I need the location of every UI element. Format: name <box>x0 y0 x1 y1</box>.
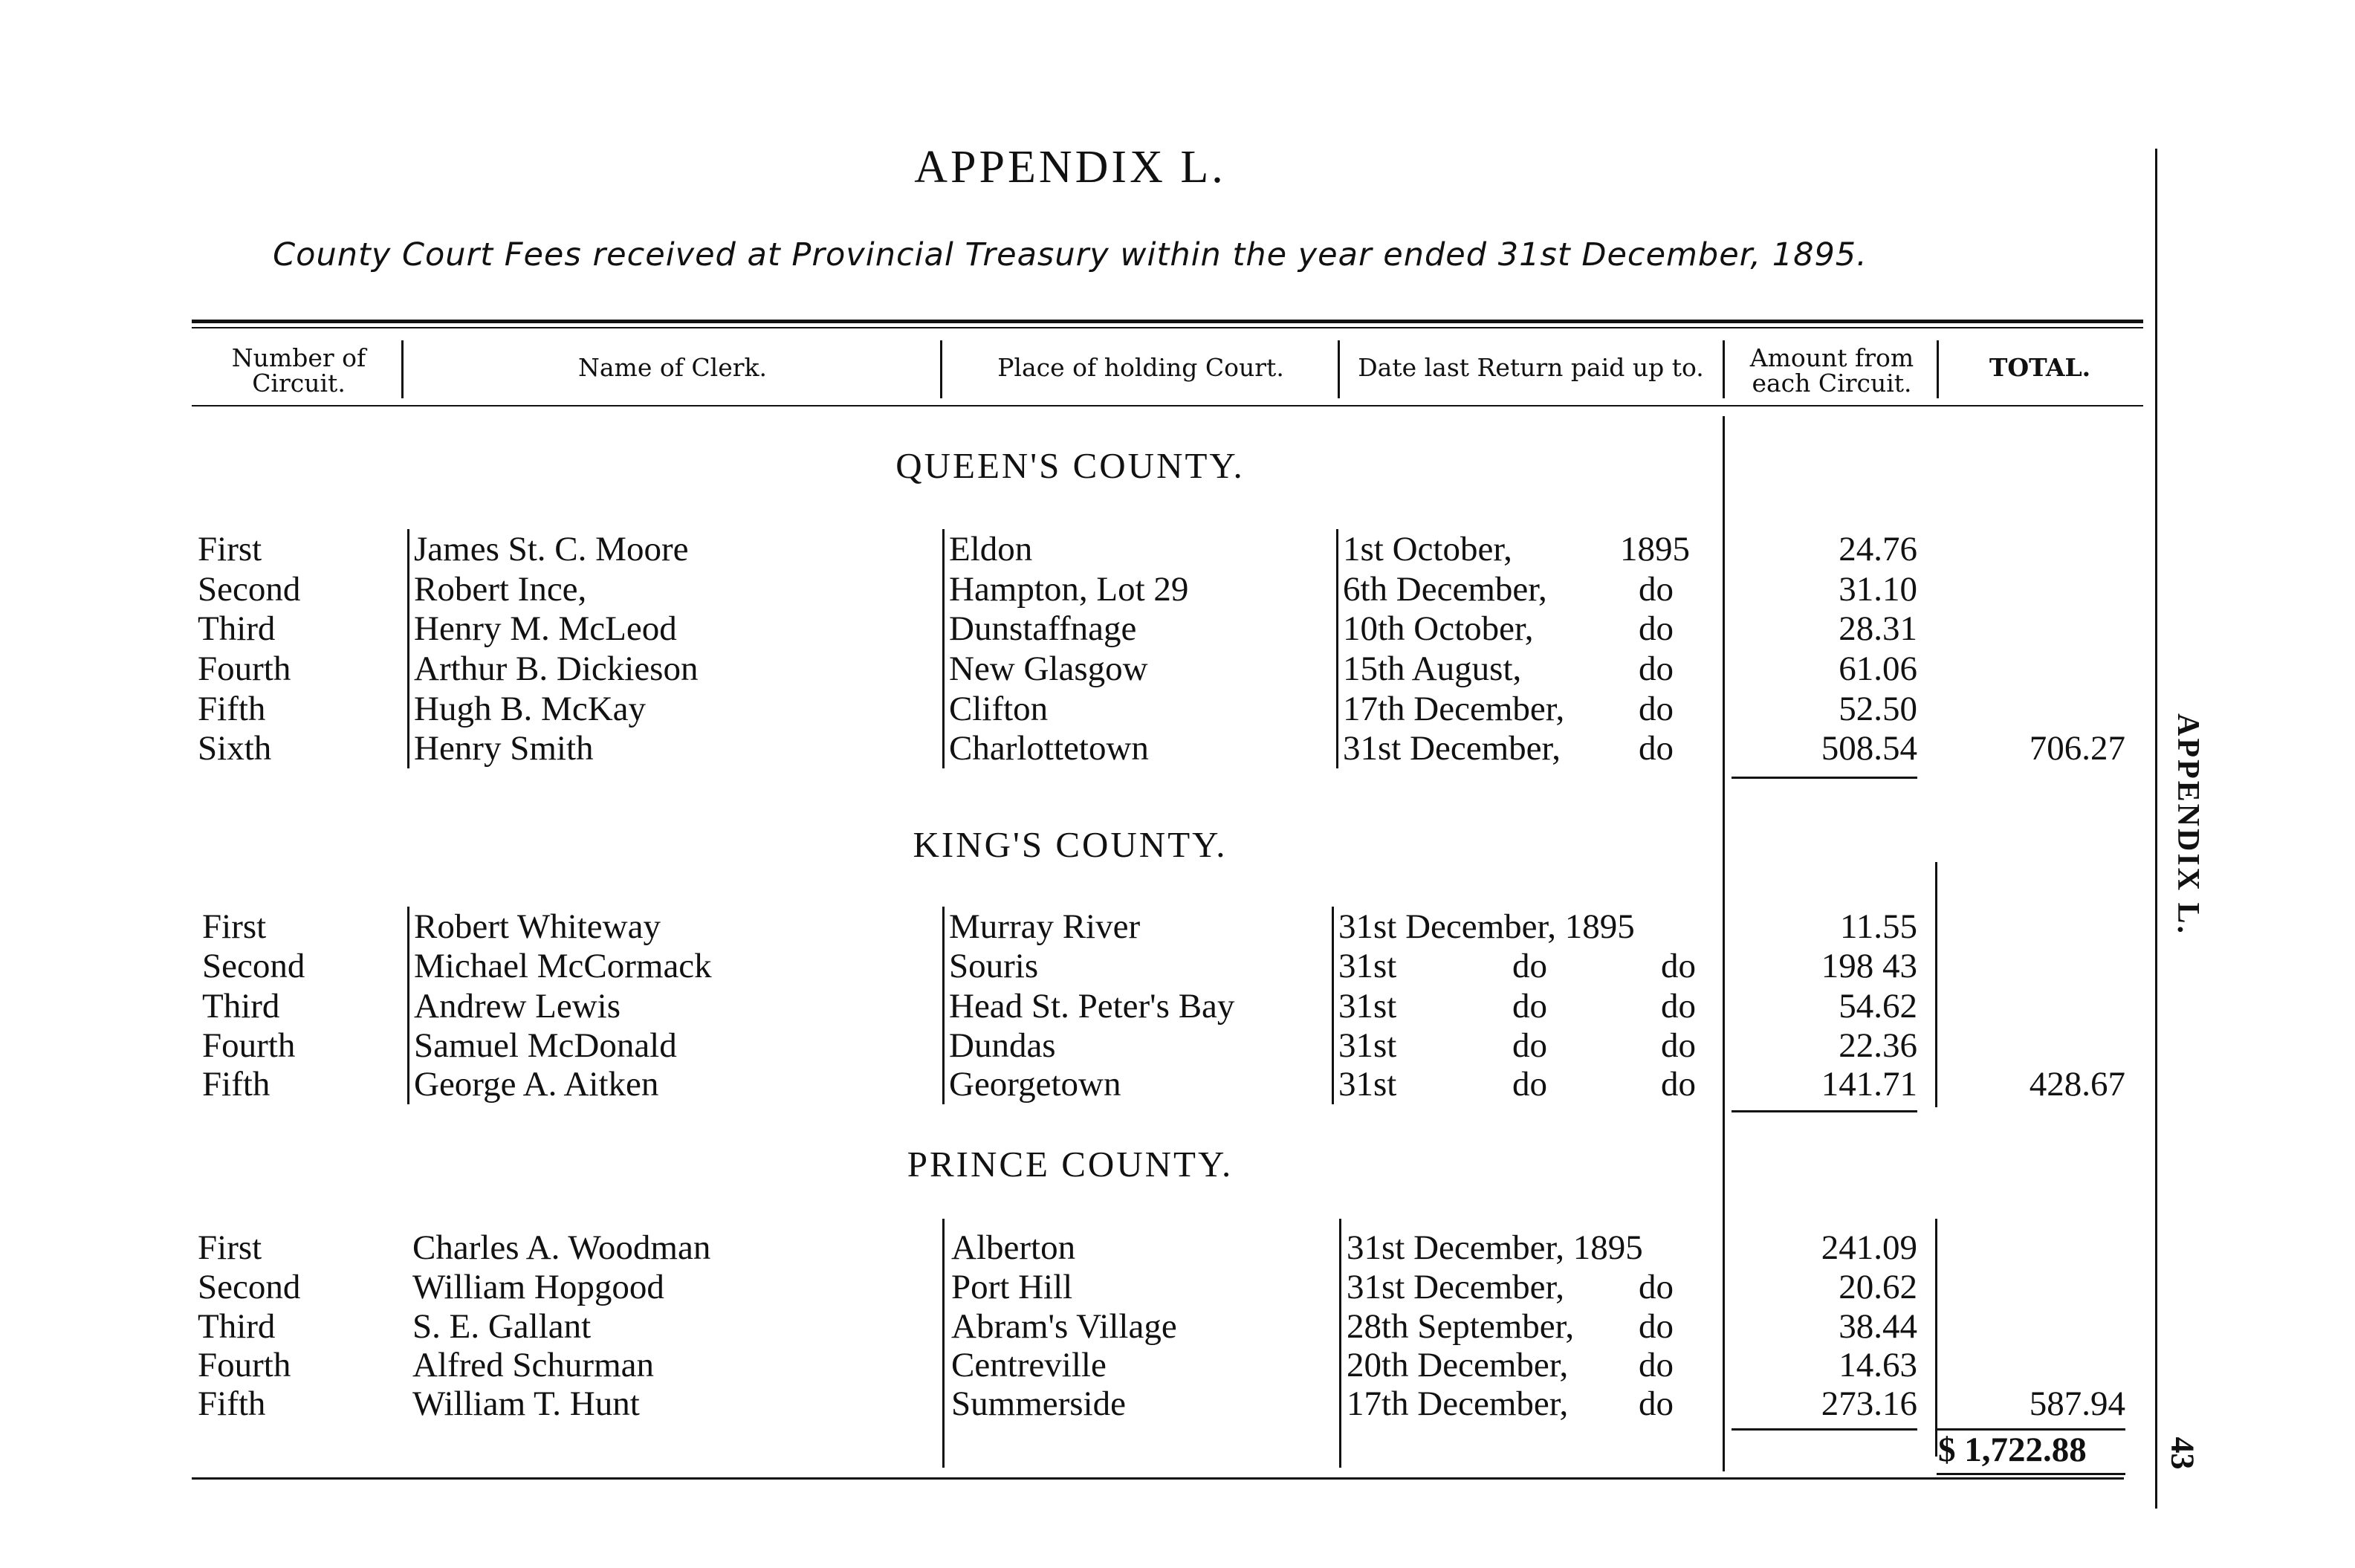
date-cell: 31st <box>1332 946 1396 986</box>
place-cell: Alberton <box>951 1228 1076 1267</box>
circuit-cell: Fourth <box>202 1026 296 1065</box>
circuit-cell: Second <box>198 1268 301 1306</box>
clerk-cell: Henry Smith <box>407 728 594 768</box>
header-clerk: Name of Clerk. <box>577 353 768 382</box>
amount-cell: 22.36 <box>1839 1026 1917 1065</box>
date-year-cell: 1895 <box>1620 530 1690 568</box>
amount-cell: 241.09 <box>1821 1228 1917 1267</box>
side-running-head: APPENDIX L. <box>2171 713 2205 936</box>
place-cell: Eldon <box>942 529 1032 569</box>
place-cell: New Glasgow <box>942 649 1148 689</box>
place-cell: Charlottetown <box>942 728 1149 768</box>
date-column-rule <box>1339 1219 1341 1468</box>
page-subtitle: County Court Fees received at Provincial Treasury within the year ended 31st December, 1895. <box>273 236 1868 273</box>
county-heading-queens: QUEEN'S COUNTY. <box>895 445 1245 486</box>
circuit-cell: Fourth <box>198 649 291 688</box>
date-ditto-cell: do <box>1639 729 1674 768</box>
header-rule-top-thin <box>192 327 2143 328</box>
clerk-cell: Samuel McDonald <box>407 1026 677 1066</box>
clerk-cell: Henry M. McLeod <box>407 609 677 649</box>
date-ditto-cell: do <box>1661 1065 1696 1104</box>
amount-cell: 273.16 <box>1821 1384 1917 1423</box>
date-cell: 1st October, <box>1336 529 1512 569</box>
date-cell: 28th September, <box>1347 1307 1575 1346</box>
circuit-cell: First <box>198 530 262 568</box>
clerk-cell: Hugh B. McKay <box>407 689 646 729</box>
date-cell: 31st December, <box>1347 1268 1565 1306</box>
subtotal-rule <box>1732 1110 1917 1112</box>
page-number: 43 <box>2164 1436 2201 1470</box>
amount-cell: 31.10 <box>1839 570 1917 609</box>
county-heading-kings: KING'S COUNTY. <box>913 824 1228 865</box>
circuit-cell: Third <box>202 987 280 1026</box>
header-separator <box>940 340 942 398</box>
county-heading-prince: PRINCE COUNTY. <box>907 1144 1234 1185</box>
place-cell: Hampton, Lot 29 <box>942 569 1188 609</box>
amount-cell: 28.31 <box>1839 609 1917 648</box>
header-place: Place of holding Court. <box>997 353 1284 382</box>
header-rule-top <box>192 320 2143 323</box>
date-ditto-cell: do <box>1661 987 1696 1026</box>
place-cell: Dundas <box>942 1026 1056 1066</box>
circuit-cell: Fifth <box>202 1065 271 1104</box>
clerk-cell: S. E. Gallant <box>412 1307 592 1346</box>
clerk-cell: William T. Hunt <box>412 1384 640 1423</box>
place-cell: Abram's Village <box>951 1307 1177 1346</box>
date-ditto-cell: do <box>1639 609 1674 648</box>
amount-cell: 24.76 <box>1839 530 1917 568</box>
date-ditto-cell: do <box>1639 1268 1674 1306</box>
circuit-cell: Fifth <box>198 1384 266 1423</box>
amount-cell: 508.54 <box>1821 729 1917 768</box>
clerk-cell: William Hopgood <box>412 1268 664 1306</box>
circuit-cell: Sixth <box>198 729 272 768</box>
section-total: 587.94 <box>2029 1384 2125 1423</box>
place-column-rule <box>942 1219 945 1468</box>
place-cell: Dunstaffnage <box>942 609 1136 649</box>
circuit-cell: Third <box>198 1307 276 1346</box>
header-rule-bottom <box>192 405 2143 406</box>
amount-cell: 198 43 <box>1821 947 1917 985</box>
total-column-rule <box>1935 1219 1937 1457</box>
clerk-cell: Michael McCormack <box>407 946 712 986</box>
clerk-cell: George A. Aitken <box>407 1064 658 1104</box>
circuit-cell: Second <box>198 570 301 609</box>
date-cell: 31st <box>1332 1064 1396 1104</box>
amount-cell: 11.55 <box>1839 907 1917 946</box>
date-ditto-cell: do <box>1639 690 1674 728</box>
circuit-cell: Fourth <box>198 1346 291 1384</box>
section-total: 428.67 <box>2029 1065 2125 1104</box>
date-cell: 17th December, <box>1336 689 1564 729</box>
amount-column-rule <box>1723 416 1725 1471</box>
date-cell: 6th December, <box>1336 569 1547 609</box>
subtotal-rule <box>1732 1428 1917 1431</box>
grand-total: $ 1,722.88 <box>1938 1431 2087 1469</box>
amount-cell: 54.62 <box>1839 987 1917 1026</box>
header-separator <box>1937 340 1939 398</box>
amount-cell: 52.50 <box>1839 690 1917 728</box>
header-date: Date last Return paid up to. <box>1358 353 1704 382</box>
date-cell: 31st December, 1895 <box>1332 907 1635 947</box>
place-cell: Centreville <box>951 1346 1107 1384</box>
date-cell: 10th October, <box>1336 609 1534 649</box>
subtotal-rule <box>1732 777 1917 779</box>
date-cell: 31st December, <box>1336 728 1561 768</box>
date-ditto-cell: do <box>1639 1384 1674 1423</box>
clerk-cell: Arthur B. Dickieson <box>407 649 698 689</box>
circuit-cell: Second <box>202 947 305 985</box>
page-title: APPENDIX L. <box>914 142 1226 192</box>
place-cell: Clifton <box>942 689 1048 729</box>
date-ditto-cell: do <box>1661 947 1696 985</box>
amount-cell: 38.44 <box>1839 1307 1917 1346</box>
header-separator <box>401 340 404 398</box>
place-cell: Murray River <box>942 907 1140 947</box>
amount-cell: 14.63 <box>1839 1346 1917 1384</box>
date-ditto-cell: do <box>1512 987 1547 1026</box>
clerk-cell: Robert Ince, <box>407 569 586 609</box>
date-cell: 31st December, 1895 <box>1347 1228 1643 1267</box>
clerk-cell: James St. C. Moore <box>407 529 688 569</box>
date-cell: 31st <box>1332 986 1396 1026</box>
header-separator <box>1723 340 1725 398</box>
header-amount: Amount from each Circuit. <box>1749 343 1914 398</box>
total-column-rule <box>1935 862 1937 1107</box>
date-ditto-cell: do <box>1512 1026 1547 1065</box>
date-ditto-cell: do <box>1512 947 1547 985</box>
place-cell: Port Hill <box>951 1268 1073 1306</box>
place-cell: Georgetown <box>942 1064 1121 1104</box>
header-total: TOTAL. <box>1989 353 2091 382</box>
date-ditto-cell: do <box>1639 1307 1674 1346</box>
circuit-cell: Third <box>198 609 276 648</box>
grand-total-rule <box>1937 1473 2125 1475</box>
header-separator <box>1338 340 1340 398</box>
circuit-cell: First <box>198 1228 262 1267</box>
place-cell: Head St. Peter's Bay <box>942 986 1234 1026</box>
page-edge-rule <box>2155 149 2157 1509</box>
date-ditto-cell: do <box>1639 570 1674 609</box>
date-ditto-cell: do <box>1639 649 1674 688</box>
clerk-cell: Alfred Schurman <box>412 1346 654 1384</box>
circuit-cell: First <box>202 907 267 946</box>
amount-cell: 141.71 <box>1821 1065 1917 1104</box>
date-ditto-cell: do <box>1661 1026 1696 1065</box>
table-bottom-rule <box>192 1477 2124 1480</box>
place-cell: Summerside <box>951 1384 1126 1423</box>
date-cell: 17th December, <box>1347 1384 1569 1423</box>
clerk-cell: Robert Whiteway <box>407 907 661 947</box>
header-circuit: Number of Circuit. <box>231 343 366 398</box>
date-ditto-cell: do <box>1512 1065 1547 1104</box>
circuit-cell: Fifth <box>198 690 266 728</box>
date-cell: 31st <box>1332 1026 1396 1066</box>
date-ditto-cell: do <box>1639 1346 1674 1384</box>
clerk-cell: Charles A. Woodman <box>412 1228 711 1267</box>
section-total: 706.27 <box>2029 729 2125 768</box>
amount-cell: 61.06 <box>1839 649 1917 688</box>
date-cell: 15th August, <box>1336 649 1521 689</box>
date-cell: 20th December, <box>1347 1346 1569 1384</box>
clerk-cell: Andrew Lewis <box>407 986 621 1026</box>
amount-cell: 20.62 <box>1839 1268 1917 1306</box>
place-cell: Souris <box>942 946 1038 986</box>
